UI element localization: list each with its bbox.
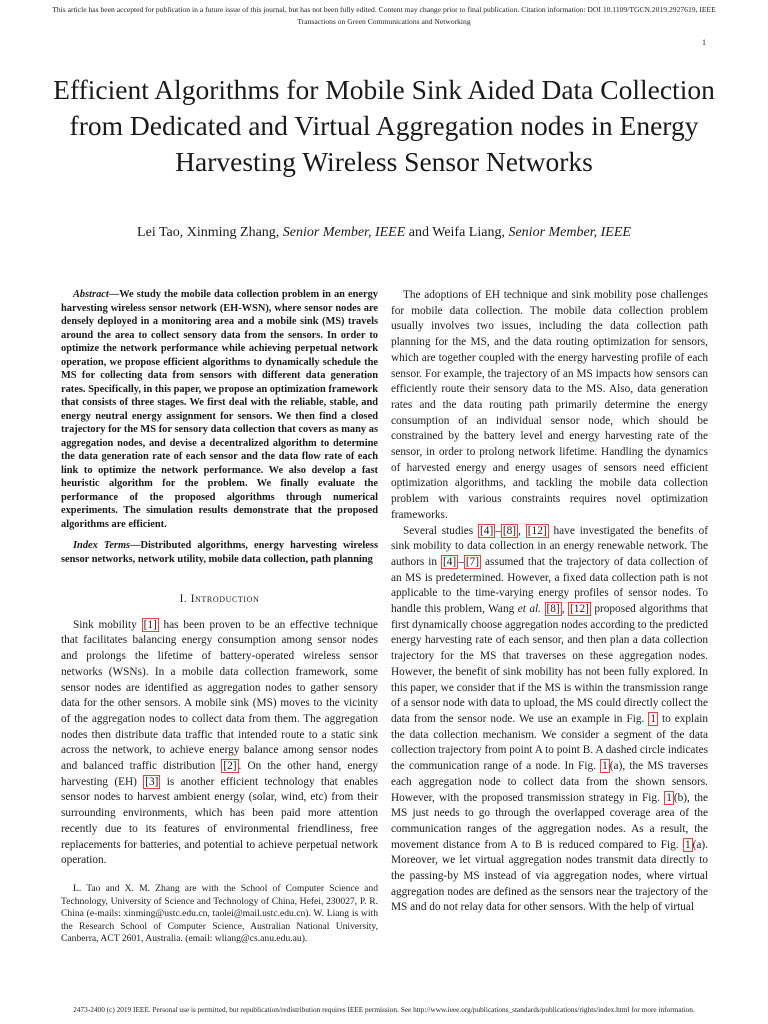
text-run: proposed algorithms that first dynamically choose aggregation nodes according to the predicted energy harvesting rate of each sensor, and then plan a data collection trajectory for the MS that traverses on these aggregation nodes. However, the benefit of sink mobility has not been fully explored. In this paper, we consider that if the MS is within the transmission range of a sensor node with data to upload, the MS could directly collect the data from the sensor node. We use an example in Fig. bbox=[391, 603, 709, 725]
figure-link[interactable]: 1 bbox=[602, 760, 608, 773]
text-run: is another efficient technology that enables sensor nodes to harvest ambient energy (solar, wind, etc) from their surrounding environments, which has been paid more attention recently due to its features of environmental friendliness, free replacements for batteries, and potential to achieve perpetual network operation. bbox=[61, 775, 378, 867]
text-run: , bbox=[518, 524, 526, 537]
right-paragraph-2 bbox=[391, 524, 708, 917]
paper-title: Efficient Algorithms for Mobile Sink Aided Data Collection from Dedicated and Virtual Aggregation nodes in Energy Harvesting Wireless Sensor Networks bbox=[53, 74, 715, 177]
text-run: (b), the MS just needs to go through the overlapped coverage area of the communication ranges of the aggregation nodes. As a result, the movement distance from A to B is reduced compared to Fig. bbox=[391, 791, 708, 851]
right-paragraph-1: The adoptions of EH technique and sink mobility pose challenges for mobile data collection. The mobile data collection problem usually involves two issues, including the data collection path planning for the MS, and the data routing optimization for sensors, which are together coupled with the energy harvesting profile of each sensor. For example, the trajectory of an MS impacts how sensors can efficiently route their sensory data to the MS. Also, data generation rates and the data routing path primarily determine the energy consumption of an individual sensor node, which should be constrained by the battery level and energy harvesting rate of the sensor, in order to prolong network lifetime. Handling the dynamics of harvested energy and energy usages of sensors need efficient optimization algorithms, and tackling the mobile data collection problem with various constraints requires novel optimization frameworks. bbox=[391, 289, 708, 521]
figure-link[interactable]: 1 bbox=[684, 838, 691, 851]
text-run: – bbox=[495, 524, 501, 537]
citation-link[interactable]: [8] bbox=[502, 524, 517, 537]
citation-link[interactable]: [7] bbox=[465, 555, 480, 568]
text-run: (a), the MS traverses each aggregation node to collect data from the shown sensors. However, with the proposed transmission strategy in Fig. bbox=[391, 760, 708, 804]
section-name: Introduction bbox=[190, 593, 260, 605]
citation-link[interactable]: [3] bbox=[145, 775, 159, 788]
abstract-label: Abstract bbox=[73, 289, 109, 300]
text-run: have investigated the benefits of sink mobility to data collection in an energy renewable network. The authors in bbox=[391, 524, 708, 568]
intro-paragraph-1 bbox=[61, 618, 378, 869]
text-run bbox=[541, 603, 545, 615]
text-run: has been proven to be an effective technique that facilitates balancing energy consumption among sensor nodes and prolongs the lifetime of battery-operated wireless sensor networks (WSNs). In a mobile data collection framework, some sensor nodes are identified as aggregation nodes to gather sensory data for the other sensors. A mobile sink (MS) moves to the vicinity of the aggregation nodes to collect data from them. The aggregation nodes then distribute data traffic that intended route to a static sink across the network, to achieve energy balance among sensor nodes and balanced traffic distribution bbox=[61, 618, 378, 773]
author-role-1: Senior Member, IEEE bbox=[282, 225, 406, 240]
text-run: , bbox=[561, 603, 569, 616]
copyright-footer: 2473-2400 (c) 2019 IEEE. Personal use is permitted, but republication/redistribution requires IEEE permission. See http://www.ieee.org/publications_standards/publications/rights/index.html for more information. bbox=[73, 1005, 695, 1014]
left-column bbox=[61, 288, 378, 956]
affiliation-footnote: L. Tao and X. M. Zhang are with the School of Computer Science and Technology, University of Science and Technology of China, Hefei, 230027, P. R. China (e-mails: xinming@ustc.edu.cn, taolei@mail.ustc.edu.cn). W. Liang is with the Research School of Computer Science, Australian National University, Canberra, ACT 2601, Australia. (email: wliang@cs.anu.edu.au). bbox=[61, 882, 378, 945]
citation-link[interactable]: [8] bbox=[546, 603, 560, 616]
text-run: – bbox=[458, 555, 464, 568]
figure-link[interactable]: 1 bbox=[666, 791, 672, 804]
author-names-1: Lei Tao, Xinming Zhang, bbox=[137, 225, 283, 240]
text-run: to explain the data collection mechanism. We consider a segment of the data collection trajectory from point A to point B. A dashed circle indicates the communication range of a node. In Fig. bbox=[391, 712, 708, 773]
index-terms-label: Index Terms bbox=[73, 540, 131, 551]
figure-link[interactable]: 1 bbox=[650, 712, 656, 725]
right-column bbox=[391, 288, 708, 916]
text-run: Several studies bbox=[403, 524, 479, 537]
citation-link[interactable]: [12] bbox=[570, 603, 589, 616]
text-run: . On the other hand, energy harvesting (EH) bbox=[61, 760, 378, 788]
section-number: I. bbox=[179, 593, 188, 605]
author-line bbox=[40, 224, 728, 242]
citation-link[interactable]: [4] bbox=[443, 555, 457, 568]
citation-link[interactable]: [12] bbox=[527, 524, 547, 537]
text-run: assumed that the trajectory of data collection of an MS is predetermined. However, a fixed data collection path is not applicable to the time-varying energy profiles of sensor nodes. To handle this problem, Wang bbox=[391, 555, 708, 616]
section-heading-introduction bbox=[61, 592, 378, 608]
notice-line-2: Transactions on Green Communications and Networking bbox=[297, 17, 471, 26]
citation-link[interactable]: [1] bbox=[143, 618, 157, 631]
text-run: Sink mobility bbox=[73, 618, 142, 631]
citation-link[interactable]: [2] bbox=[223, 760, 237, 773]
page-number: 1 bbox=[702, 38, 706, 47]
author-role-2: Senior Member, IEEE bbox=[508, 225, 631, 240]
notice-line-1: This article has been accepted for publication in a future issue of this journal, but has not been fully edited. Content may change prior to final publication. Citation information: DOI 10.1109/TGCN.2019.2927619, IEEE bbox=[52, 5, 716, 14]
index-terms bbox=[61, 539, 378, 566]
author-names-2: and Weifa Liang, bbox=[405, 225, 509, 240]
abstract-text: —We study the mobile data collection problem in an energy harvesting wireless sensor network (EH-WSN), where sensor nodes are densely deployed in a monitoring area and a mobile sink (MS) travels around the area to collect sensory data from the sensors. In order to optimize the network performance while achieving perpetual network operation, we propose efficient algorithms to dynamically schedule the MS for collecting data from sensors with different data generation rates. Specifically, in this paper, we propose an optimization framework that consists of three stages. We first deal with the reliable, stable, and energy neutral energy assignment for sensors. We then find a closed trajectory for the MS for sensory data collection that covers as many as aggregation nodes, and devise a decentralized algorithm to determine the data generation rate of each sensor and the data flow rate of each link to optimize the network performance. We also develop a fast heuristic algorithm for the problem. We finally evaluate the performance of the proposed algorithms through numerical experiments. The simulation results demonstrate that the proposed algorithms are efficient. bbox=[61, 289, 378, 530]
et-al-text: et al. bbox=[517, 603, 542, 616]
citation-link[interactable]: [4] bbox=[480, 524, 494, 537]
abstract bbox=[61, 288, 378, 531]
index-terms-text: —Distributed algorithms, energy harvesting wireless sensor networks, network utility, mobile data collection, path planning bbox=[61, 540, 378, 565]
text-run: (a). Moreover, we let virtual aggregation nodes transmit data directly to the passing-by MS instead of via aggregation nodes, where virtual aggregation nodes are defined as the sensors near the trajectory of the MS and do not relay data for other sensors. With the help of virtual bbox=[391, 838, 708, 914]
publication-notice bbox=[0, 4, 768, 28]
